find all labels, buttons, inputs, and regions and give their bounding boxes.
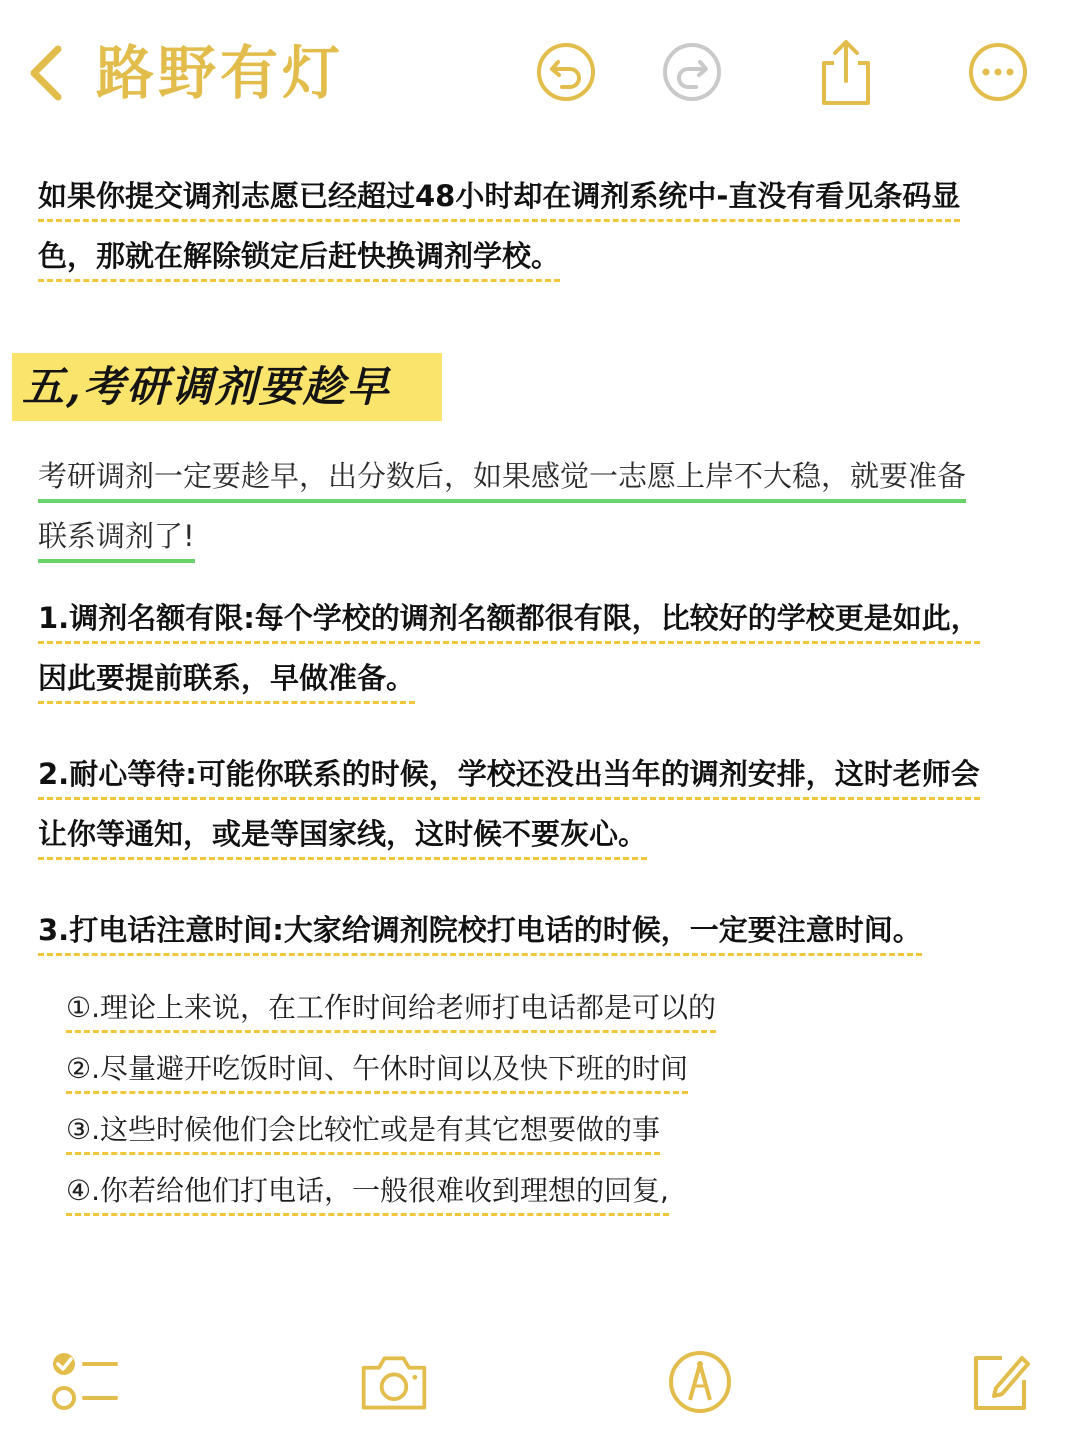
- paragraph-line: [38, 588, 1042, 648]
- point-2-line-2: 让你等通知，或是等国家线，这时候不要灰心。: [38, 817, 647, 860]
- section-heading: 五,考研调剂要趁早: [22, 362, 391, 411]
- back-button[interactable]: [18, 38, 74, 108]
- top-navigation-bar: [0, 0, 1080, 140]
- paragraph-line: [38, 166, 1042, 226]
- sub-item-text: ④.你若给他们打电话，一般很难收到理想的回复,: [66, 1174, 669, 1216]
- point-2-line-1: 2.耐心等待:可能你联系的时候，学校还没出当年的调剂安排，这时老师会: [38, 757, 980, 800]
- paragraph-line: [38, 744, 1042, 804]
- camera-button[interactable]: [358, 1346, 430, 1418]
- sub-item-3: [66, 1100, 660, 1160]
- paragraph-line: [38, 226, 1042, 286]
- paragraph-line: [38, 506, 1042, 566]
- paragraph-line: [38, 900, 1042, 960]
- sub-item-text: ②.尽量避开吃饭时间、午休时间以及快下班的时间: [66, 1052, 688, 1094]
- point-3-paragraph: [38, 900, 1042, 960]
- lead-line-1: 考研调剂一定要趁早，出分数后，如果感觉一志愿上岸不大稳，就要准备: [38, 459, 966, 503]
- sub-item-1: [66, 978, 716, 1038]
- point-1-line-1: 1.调剂名额有限:每个学校的调剂名额都很有限，比较好的学校更是如此，: [38, 601, 980, 644]
- compose-icon: [966, 1348, 1034, 1416]
- undo-button[interactable]: [534, 40, 598, 104]
- redo-icon: [660, 40, 724, 104]
- point-1-paragraph: [38, 588, 1042, 708]
- point-1-line-2: 因此要提前联系，早做准备。: [38, 661, 415, 704]
- share-icon: [814, 37, 878, 107]
- lead-line-2: 联系调剂了!: [38, 519, 195, 563]
- paragraph-line: [38, 648, 1042, 708]
- note-title: 路野有灯: [96, 39, 345, 107]
- redo-button[interactable]: [660, 40, 724, 104]
- sub-item-text: ①.理论上来说，在工作时间给老师打电话都是可以的: [66, 991, 716, 1033]
- sub-item-4: [66, 1161, 669, 1221]
- point-3-line-1: 3.打电话注意时间:大家给调剂院校打电话的时候，一定要注意时间。: [38, 913, 922, 956]
- lead-paragraph: [38, 446, 1042, 566]
- paragraph-line: [38, 446, 1042, 506]
- chevron-left-icon: [26, 43, 66, 103]
- checklist-icon: [48, 1346, 120, 1418]
- sub-item-text: ③.这些时候他们会比较忙或是有其它想要做的事: [66, 1113, 660, 1155]
- markup-button[interactable]: [664, 1346, 736, 1418]
- more-button[interactable]: [966, 40, 1030, 104]
- point-2-paragraph: [38, 744, 1042, 864]
- sub-item-2: [66, 1039, 688, 1099]
- intro-paragraph: [38, 166, 1042, 286]
- share-button[interactable]: [814, 40, 878, 104]
- intro-line-1: 如果你提交调剂志愿已经超过48小时却在调剂系统中-直没有看见条码显: [38, 179, 960, 222]
- more-icon: [966, 40, 1030, 104]
- compose-button[interactable]: [964, 1346, 1036, 1418]
- camera-icon: [358, 1351, 430, 1413]
- undo-icon: [534, 40, 598, 104]
- pen-markup-icon: [666, 1348, 734, 1416]
- paragraph-line: [38, 804, 1042, 864]
- checklist-button[interactable]: [48, 1346, 120, 1418]
- intro-line-2: 色，那就在解除锁定后赶快换调剂学校。: [38, 239, 560, 282]
